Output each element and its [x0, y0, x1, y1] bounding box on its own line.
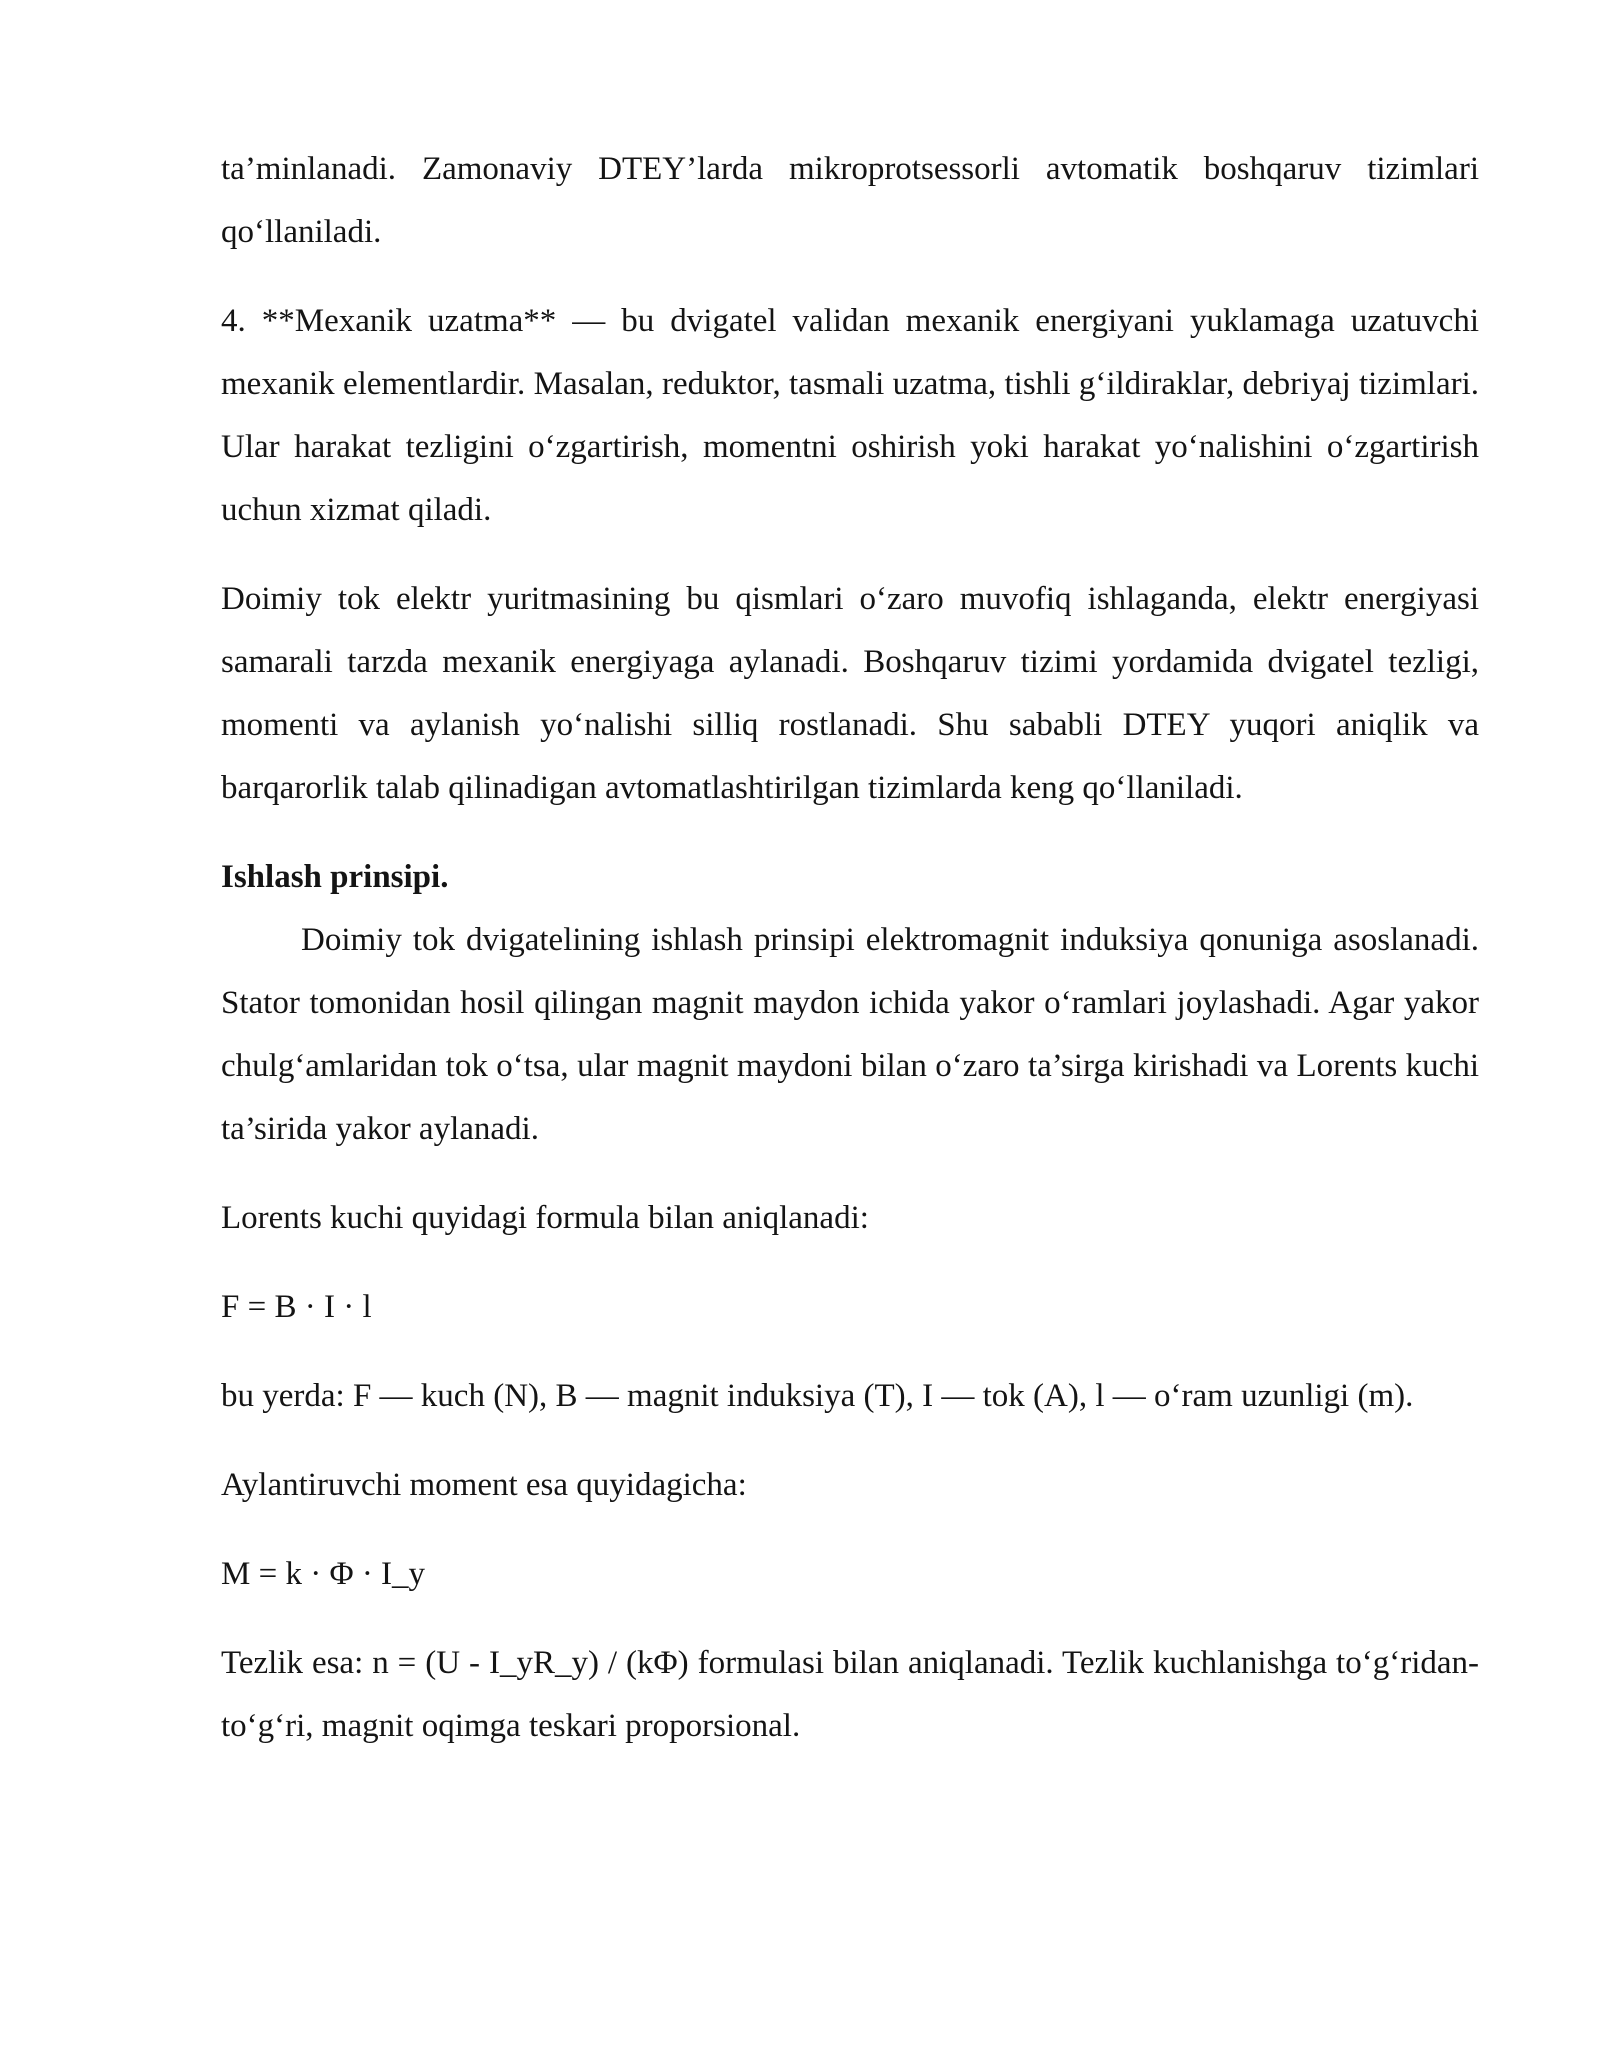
- paragraph-speed-formula: Tezlik esa: n = (U - I_yR_y) / (kΦ) formulasi bilan aniqlanadi. Tezlik kuchlanishga to‘g‘ridan-to‘g‘ri, magnit oqimga teskari proporsional.: [221, 1645, 1479, 1744]
- paragraph-dtey-summary: Doimiy tok elektr yuritmasining bu qismlari o‘zaro muvofiq ishlaganda, elektr energiyasi samarali tarzda mexanik energiyaga aylanadi. Boshqaruv tizimi yordamida dvigatel tezligi, momenti va aylanish yo‘nalishi silliq rostlanadi. Shu sababli DTEY yuqori aniqlik va barqarorlik talab qilinadigan avtomatlashtirilgan tizimlarda keng qo‘llaniladi.: [221, 581, 1479, 806]
- paragraph-lorentz-intro: Lorents kuchi quyidagi formula bilan aniqlanadi:: [221, 1200, 869, 1236]
- formula-lorentz-force: F = B · I · l: [221, 1289, 372, 1325]
- paragraph-formula-legend: bu yerda: F — kuch (N), B — magnit induksiya (T), I — tok (A), l — o‘ram uzunligi (m).: [221, 1378, 1414, 1414]
- document-page: [221, 138, 1479, 1784]
- paragraph-mechanical-transmission: 4. **Mexanik uzatma** — bu dvigatel validan mexanik energiyani yuklamaga uzatuvchi mexanik elementlardir. Masalan, reduktor, tasmali uzatma, tishli g‘ildiraklar, debriyaj tizimlari. Ular harakat tezligini o‘zgartirish, momentni oshirish yoki harakat yo‘nalishini o‘zgartirish uchun xizmat qiladi.: [221, 303, 1479, 528]
- formula-torque: M = k · Φ · I_y: [221, 1556, 426, 1592]
- paragraph-control-system-end: ta’minlanadi. Zamonaviy DTEY’larda mikroprotsessorli avtomatik boshqaruv tizimlari qo‘llaniladi.: [221, 151, 1479, 250]
- paragraph-working-principle: Doimiy tok dvigatelining ishlash prinsipi elektromagnit induksiya qonuniga asoslanadi. Stator tomonidan hosil qilingan magnit maydon ichida yakor o‘ramlari joylashadi. Agar yakor chulg‘amlaridan tok o‘tsa, ular magnit maydoni bilan o‘zaro ta’sirga kirishadi va Lorents kuchi ta’sirida yakor aylanadi.: [221, 922, 1479, 1147]
- section-heading: Ishlash prinsipi.: [221, 859, 449, 895]
- paragraph-torque-intro: Aylantiruvchi moment esa quyidagicha:: [221, 1467, 747, 1503]
